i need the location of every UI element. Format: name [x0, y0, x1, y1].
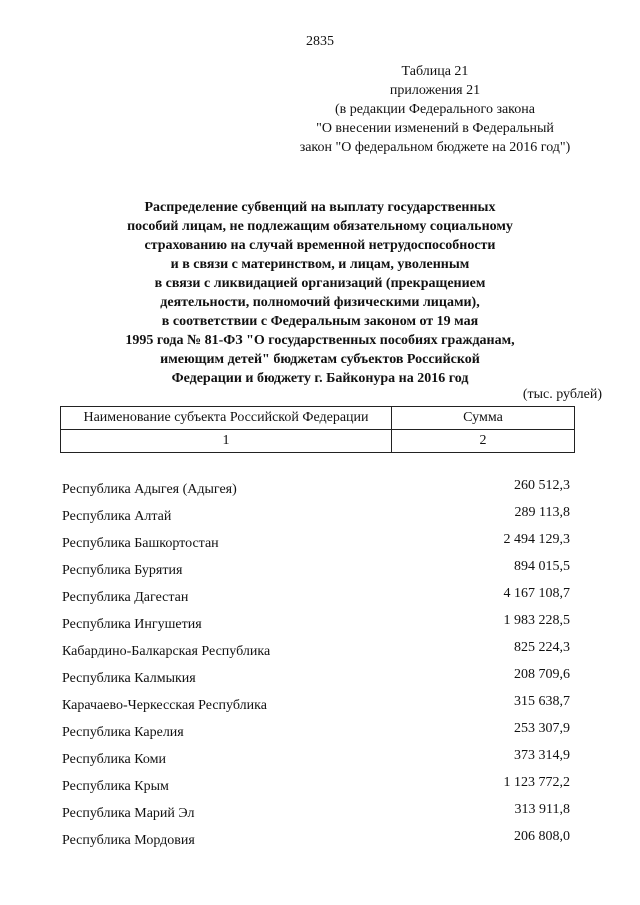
- appendix-line: Таблица 21: [401, 64, 469, 79]
- table-row: [62, 556, 570, 583]
- column-number-row: [61, 430, 575, 453]
- table-header: [60, 406, 575, 453]
- column-number: 1: [61, 430, 392, 453]
- region-name: Республика Адыгея (Адыгея): [62, 482, 237, 497]
- column-number: 2: [392, 430, 575, 453]
- region-amount: 894 015,5: [514, 559, 570, 574]
- title-line: пособий лицам, не подлежащим обязательному социальному: [127, 219, 513, 234]
- region-amount: 1 123 772,2: [503, 775, 570, 790]
- region-amount: 4 167 108,7: [503, 586, 570, 601]
- table-row: [62, 637, 570, 664]
- title-line: имеющим детей" бюджетам субъектов Российской: [160, 352, 480, 367]
- table-row: [62, 772, 570, 799]
- units-label: (тыс. рублей): [522, 387, 602, 402]
- document-title: [80, 198, 560, 388]
- title-line: деятельности, полномочий физическими лицами),: [160, 295, 480, 310]
- title-line: Федерации и бюджету г. Байконура на 2016 год: [171, 371, 469, 386]
- region-name: Карачаево-Черкесская Республика: [62, 698, 267, 713]
- table-row: [62, 691, 570, 718]
- region-name: Республика Мордовия: [62, 833, 195, 848]
- region-name: Республика Коми: [62, 752, 166, 767]
- table-row: [62, 745, 570, 772]
- region-name: Республика Алтай: [62, 509, 172, 524]
- region-amount: 313 911,8: [514, 802, 570, 817]
- region-name: Республика Калмыкия: [62, 671, 196, 686]
- region-name: Кабардино-Балкарская Республика: [62, 644, 271, 659]
- region-amount: 373 314,9: [514, 748, 570, 763]
- header-sum-column: Сумма: [392, 407, 575, 430]
- appendix-reference: [250, 62, 620, 157]
- appendix-line: (в редакции Федерального закона: [335, 102, 535, 117]
- region-amount: 206 808,0: [514, 829, 570, 844]
- title-line: в соответствии с Федеральным законом от 19 мая: [161, 314, 479, 329]
- page-number: 2835: [306, 34, 334, 49]
- region-name: Республика Марий Эл: [62, 806, 195, 821]
- region-name: Республика Карелия: [62, 725, 184, 740]
- title-line: и в связи с материнством, и лицам, уволенным: [170, 257, 470, 272]
- region-name: Республика Бурятия: [62, 563, 183, 578]
- table-row: [62, 610, 570, 637]
- table-row: [62, 718, 570, 745]
- region-name: Республика Дагестан: [62, 590, 189, 605]
- region-name: Республика Крым: [62, 779, 169, 794]
- region-amount: 315 638,7: [514, 694, 570, 709]
- region-amount: 253 307,9: [514, 721, 570, 736]
- region-name: Республика Башкортостан: [62, 536, 219, 551]
- table-row: [62, 664, 570, 691]
- region-amount: 825 224,3: [514, 640, 570, 655]
- table-row: [62, 502, 570, 529]
- header-name-column: Наименование субъекта Российской Федерации: [61, 407, 392, 430]
- table-row: [62, 799, 570, 826]
- title-line: в связи с ликвидацией организаций (прекращением: [154, 276, 486, 291]
- table-row: [62, 583, 570, 610]
- table-row: [62, 475, 570, 502]
- appendix-line: "О внесении изменений в Федеральный: [316, 121, 554, 136]
- title-line: Распределение субвенций на выплату государственных: [144, 200, 496, 215]
- region-amount: 2 494 129,3: [503, 532, 570, 547]
- appendix-line: приложения 21: [389, 83, 481, 98]
- table-body: [62, 475, 570, 853]
- region-name: Республика Ингушетия: [62, 617, 202, 632]
- appendix-line: закон "О федеральном бюджете на 2016 год"): [299, 140, 571, 155]
- table-row: [62, 529, 570, 556]
- title-line: страхованию на случай временной нетрудоспособности: [144, 238, 496, 253]
- region-amount: 260 512,3: [514, 478, 570, 493]
- table-row: [62, 826, 570, 853]
- title-line: 1995 года № 81-ФЗ "О государственных пособиях гражданам,: [125, 333, 515, 348]
- region-amount: 289 113,8: [514, 505, 570, 520]
- header-row: [61, 407, 575, 430]
- region-amount: 208 709,6: [514, 667, 570, 682]
- region-amount: 1 983 228,5: [503, 613, 570, 628]
